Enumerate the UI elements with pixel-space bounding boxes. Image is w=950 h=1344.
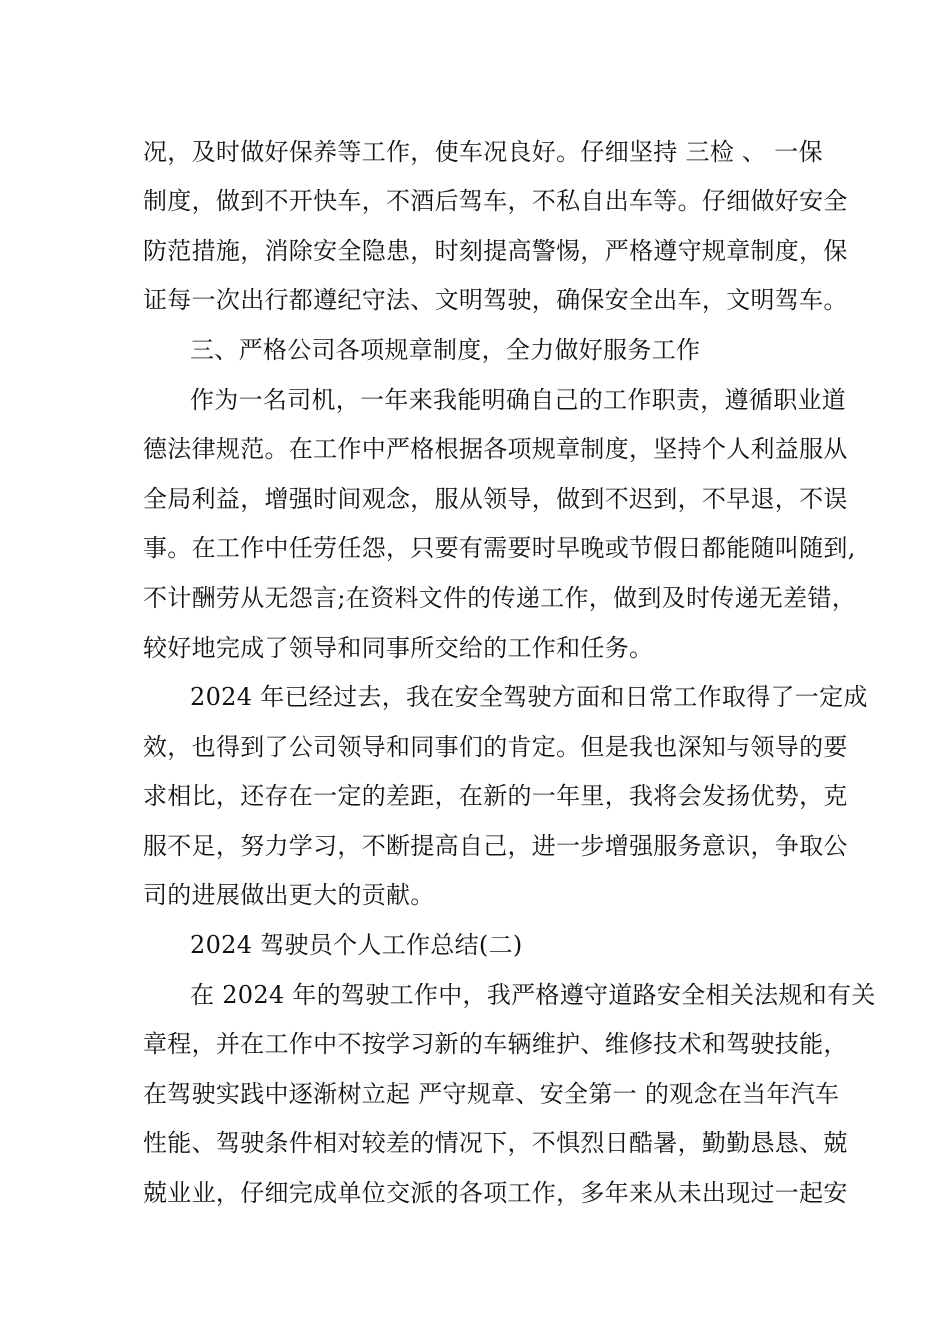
text-line: 防范措施，消除安全隐患，时刻提高警惕，严格遵守规章制度，保 [143,237,848,265]
text-line: 在 2024 年的驾驶工作中，我严格遵守道路安全相关法规和有关 [190,981,876,1009]
text-line: 全局利益，增强时间观念，服从领导，做到不迟到，不早退，不误 [143,485,848,513]
text-line: 制度，做到不开快车，不酒后驾车，不私自出车等。仔细做好安全 [143,187,848,215]
text-line: 德法律规范。在工作中严格根据各项规章制度，坚持个人利益服从 [143,435,848,463]
text-line: 况，及时做好保养等工作，使车况良好。仔细坚持 三检 、 一保 [143,138,823,166]
text-line: 服不足，努力学习，不断提高自己，进一步增强服务意识，争取公 [143,832,848,860]
section-heading: 三、严格公司各项规章制度，全力做好服务工作 [190,336,701,364]
section-heading: 2024 驾驶员个人工作总结(二) [190,931,523,959]
text-line: 作为一名司机，一年来我能明确自己的工作职责，遵循职业道 [190,386,847,414]
text-line: 事。在工作中任劳任怨，只要有需要时早晚或节假日都能随叫随到, [143,534,856,562]
text-line: 在驾驶实践中逐渐树立起 严守规章、安全第一 的观念在当年汽车 [143,1080,840,1108]
text-line: 司的进展做出更大的贡献。 [143,881,435,909]
text-line: 证每一次出行都遵纪守法、文明驾驶，确保安全出车，文明驾车。 [143,286,848,314]
text-line: 不计酬劳从无怨言;在资料文件的传递工作，做到及时传递无差错， [143,584,857,612]
text-line: 较好地完成了领导和同事所交给的工作和任务。 [143,634,654,662]
text-line: 效，也得到了公司领导和同事们的肯定。但是我也深知与领导的要 [143,733,848,761]
text-line: 章程，并在工作中不按学习新的车辆维护、维修技术和驾驶技能， [143,1030,848,1058]
text-line: 2024 年已经过去，我在安全驾驶方面和日常工作取得了一定成 [190,683,868,711]
text-line: 性能、驾驶条件相对较差的情况下，不惧烈日酷暑，勤勤恳恳、兢 [143,1129,848,1157]
text-line: 兢业业，仔细完成单位交派的各项工作，多年来从未出现过一起安 [143,1179,848,1207]
text-line: 求相比，还存在一定的差距，在新的一年里，我将会发扬优势，克 [143,782,848,810]
